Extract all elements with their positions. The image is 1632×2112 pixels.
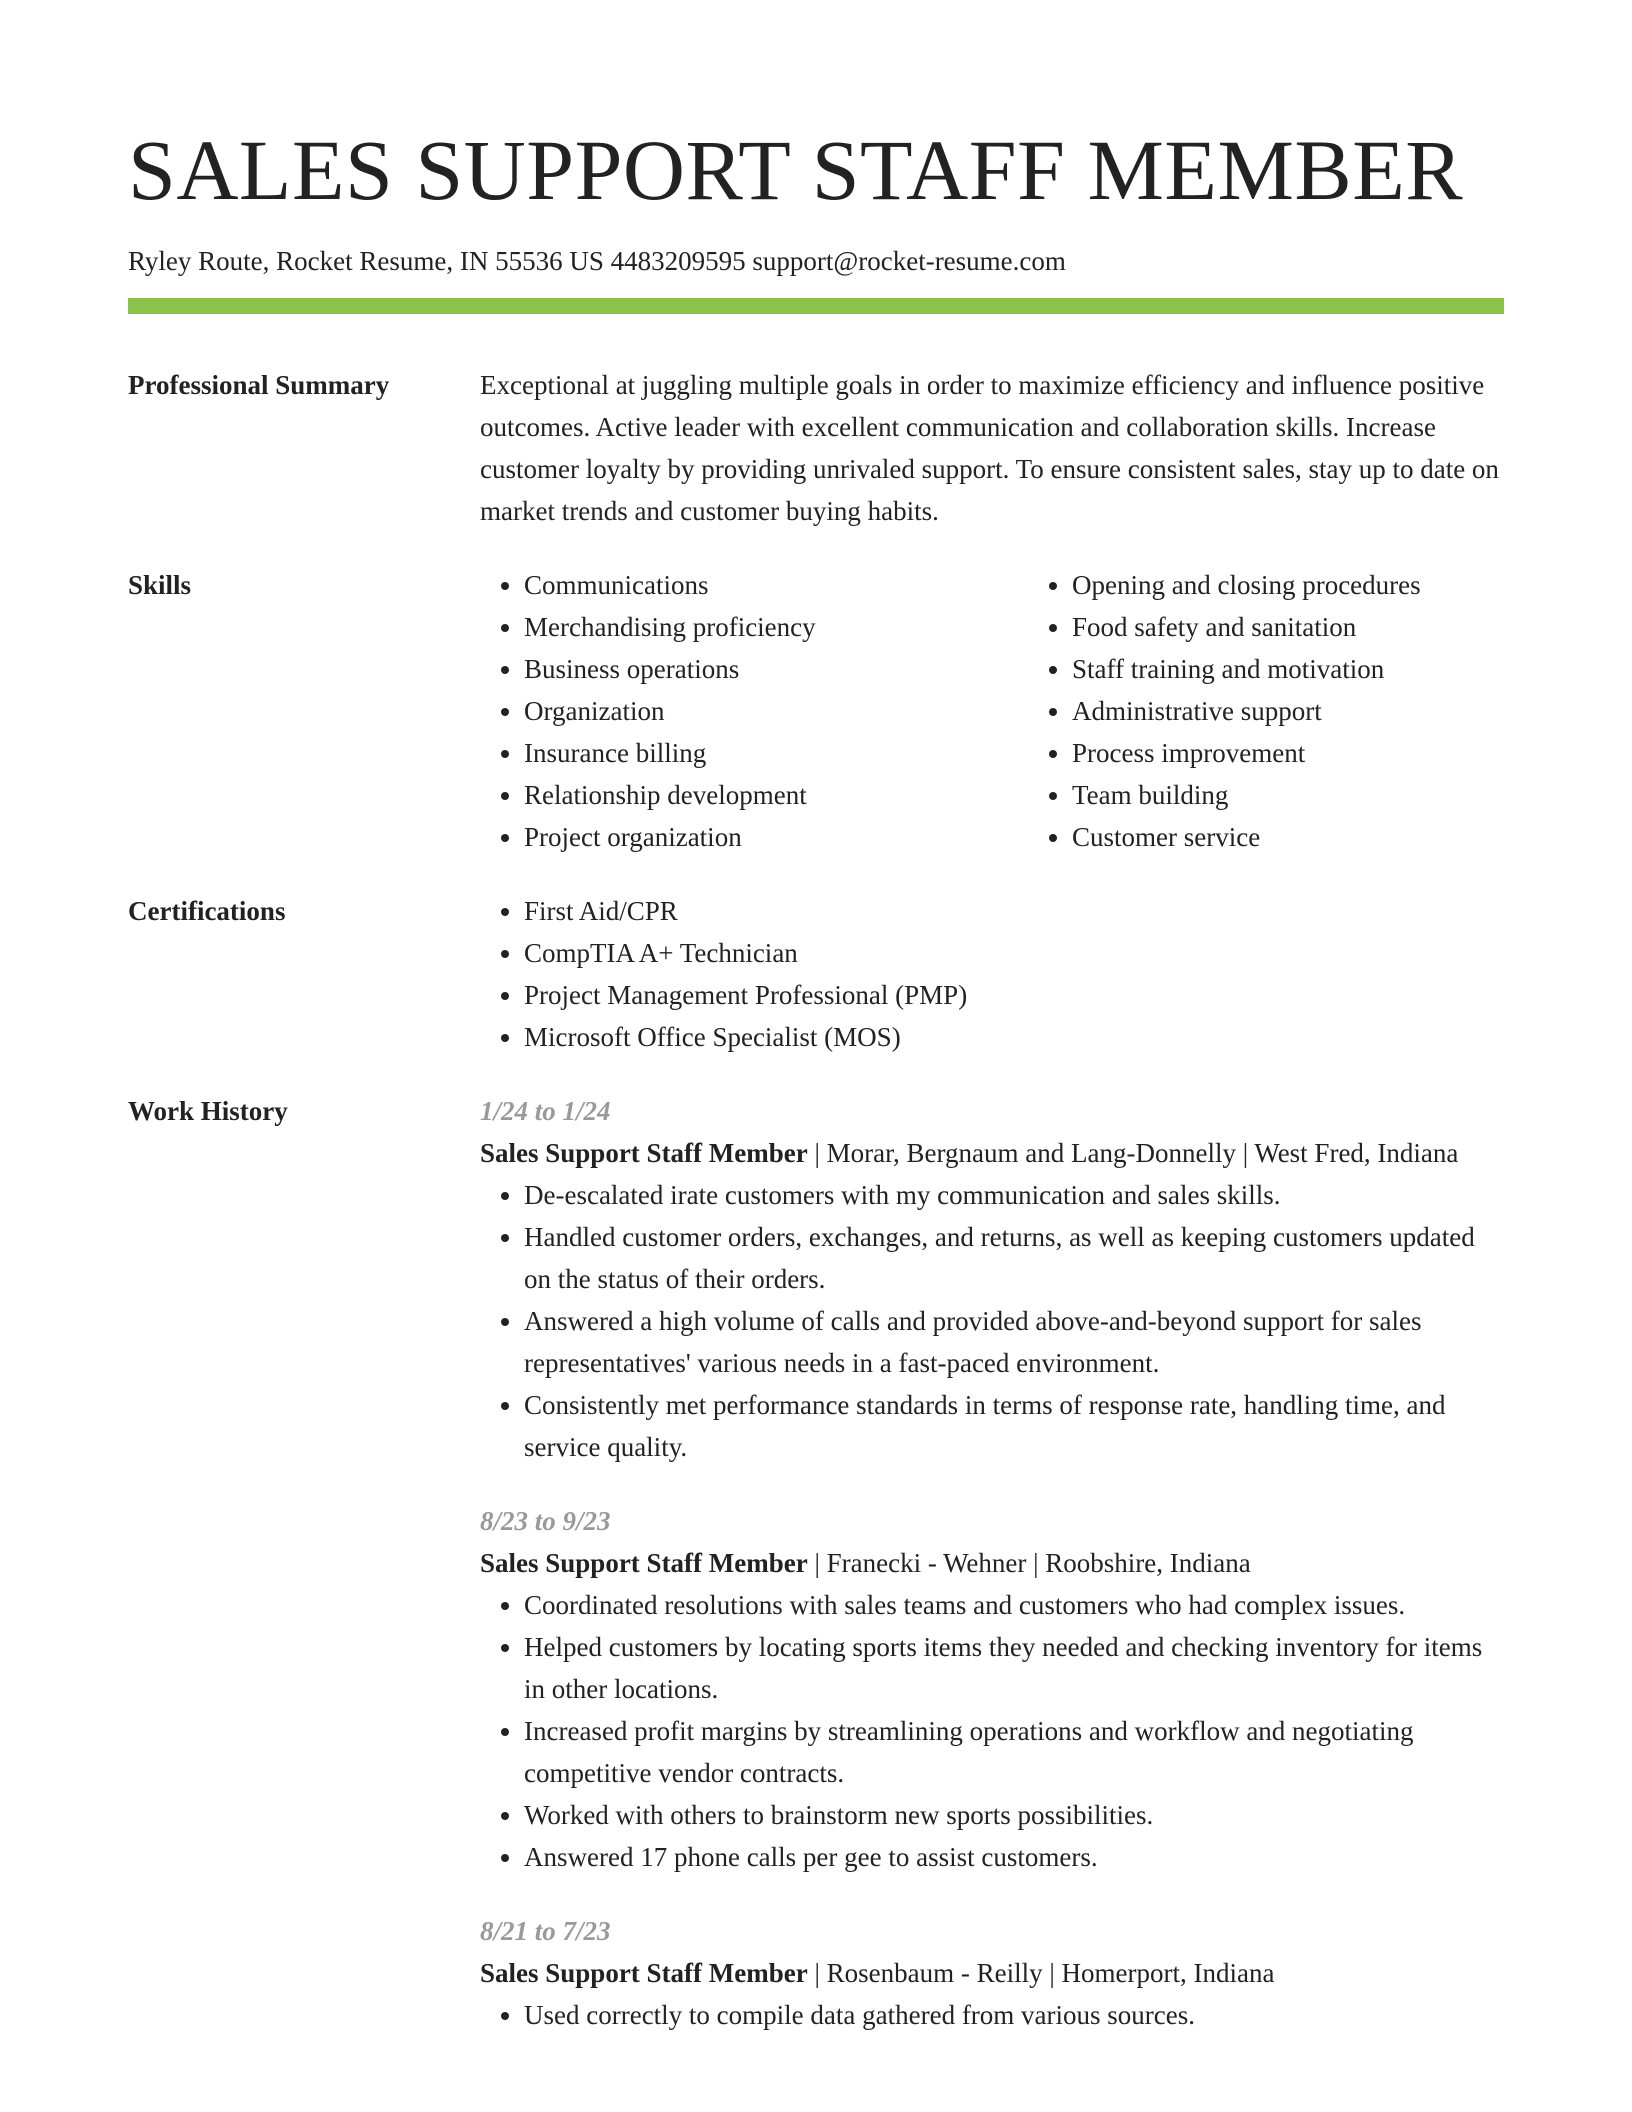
resume-page — [128, 0, 1504, 2068]
list-item: • Business operations — [524, 648, 1028, 690]
list-item: • CompTIA A+ Technician — [524, 932, 1504, 974]
skills-list-left — [480, 564, 1028, 858]
job-dates: 8/23 to 9/23 — [480, 1506, 611, 1536]
summary-text: Exceptional at juggling multiple goals in order to maximize efficiency and influence positive outcomes. Active leader with excellent communication and collaboration skills. Increase customer loyalty by providing unrivaled support. To ensure consistent sales, stay up to date on market trends and customer buying habits. — [480, 370, 1499, 526]
list-item: • Administrative support — [1072, 690, 1572, 732]
list-item: • Increased profit margins by streamlining operations and workflow and negotiating competitive vendor contracts. — [524, 1710, 1504, 1794]
certifications-label: Certifications — [128, 896, 286, 926]
list-item: • De-escalated irate customers with my communication and sales skills. — [524, 1174, 1504, 1216]
list-item: • Merchandising proficiency — [524, 606, 1028, 648]
list-item: • Microsoft Office Specialist (MOS) — [524, 1016, 1504, 1058]
skills-section — [128, 564, 1504, 858]
skills-columns — [480, 564, 1572, 858]
certifications-list — [480, 890, 1504, 1058]
job-details: | Rosenbaum - Reilly | Homerport, Indiana — [807, 1958, 1275, 1988]
list-item: • Insurance billing — [524, 732, 1028, 774]
list-item: • Worked with others to brainstorm new sports possibilities. — [524, 1794, 1504, 1836]
job-details: | Morar, Bergnaum and Lang-Donnelly | West Fred, Indiana — [807, 1138, 1459, 1168]
work-history-section — [128, 1090, 1504, 2068]
list-item: • Handled customer orders, exchanges, and returns, as well as keeping customers updated on the status of their orders. — [524, 1216, 1504, 1300]
job-details: | Franecki - Wehner | Roobshire, Indiana — [807, 1548, 1251, 1578]
summary-section — [128, 364, 1504, 532]
job-header — [480, 1952, 1504, 1994]
list-item: • Used correctly to compile data gathered from various sources. — [524, 1994, 1504, 2036]
summary-label: Professional Summary — [128, 370, 390, 400]
list-item: • Process improvement — [1072, 732, 1572, 774]
work-history-label: Work History — [128, 1096, 288, 1126]
job-title: Sales Support Staff Member — [480, 1958, 808, 1988]
list-item: • Coordinated resolutions with sales teams and customers who had complex issues. — [524, 1584, 1504, 1626]
job-bullets — [480, 1994, 1504, 2036]
job-header — [480, 1132, 1504, 1174]
list-item: • Answered a high volume of calls and provided above-and-beyond support for sales representatives' various needs in a fast-paced environment. — [524, 1300, 1504, 1384]
job-dates: 1/24 to 1/24 — [480, 1096, 611, 1126]
list-item: • Project organization — [524, 816, 1028, 858]
list-item: • Organization — [524, 690, 1028, 732]
certifications-section — [128, 890, 1504, 1058]
list-item: • Consistently met performance standards in terms of response rate, handling time, and service quality. — [524, 1384, 1504, 1468]
job-entry — [480, 1910, 1504, 2036]
job-title: Sales Support Staff Member — [480, 1138, 808, 1168]
list-item: • Staff training and motivation — [1072, 648, 1572, 690]
list-item: • Answered 17 phone calls per gee to assist customers. — [524, 1836, 1504, 1878]
list-item: • Team building — [1072, 774, 1572, 816]
job-dates: 8/21 to 7/23 — [480, 1916, 611, 1946]
list-item: • Communications — [524, 564, 1028, 606]
certifications-body — [480, 890, 1504, 1058]
list-item: • Opening and closing procedures — [1072, 564, 1572, 606]
job-entry — [480, 1090, 1504, 1468]
list-item: • Project Management Professional (PMP) — [524, 974, 1504, 1016]
list-item: • Relationship development — [524, 774, 1028, 816]
skills-list-right — [1028, 564, 1572, 858]
job-title: Sales Support Staff Member — [480, 1548, 808, 1578]
list-item: • First Aid/CPR — [524, 890, 1504, 932]
accent-divider — [128, 298, 1504, 314]
work-history-body — [480, 1090, 1504, 2068]
job-entry — [480, 1500, 1504, 1878]
job-bullets — [480, 1584, 1504, 1878]
job-header — [480, 1542, 1504, 1584]
list-item: • Customer service — [1072, 816, 1572, 858]
contact-line: Ryley Route, Rocket Resume, IN 55536 US 4483209595 support@rocket-resume.com — [128, 246, 1066, 276]
list-item: • Food safety and sanitation — [1072, 606, 1572, 648]
skills-label: Skills — [128, 570, 192, 600]
job-bullets — [480, 1174, 1504, 1468]
candidate-name: SALES SUPPORT STAFF MEMBER — [128, 122, 1464, 218]
list-item: • Helped customers by locating sports items they needed and checking inventory for items in other locations. — [524, 1626, 1504, 1710]
